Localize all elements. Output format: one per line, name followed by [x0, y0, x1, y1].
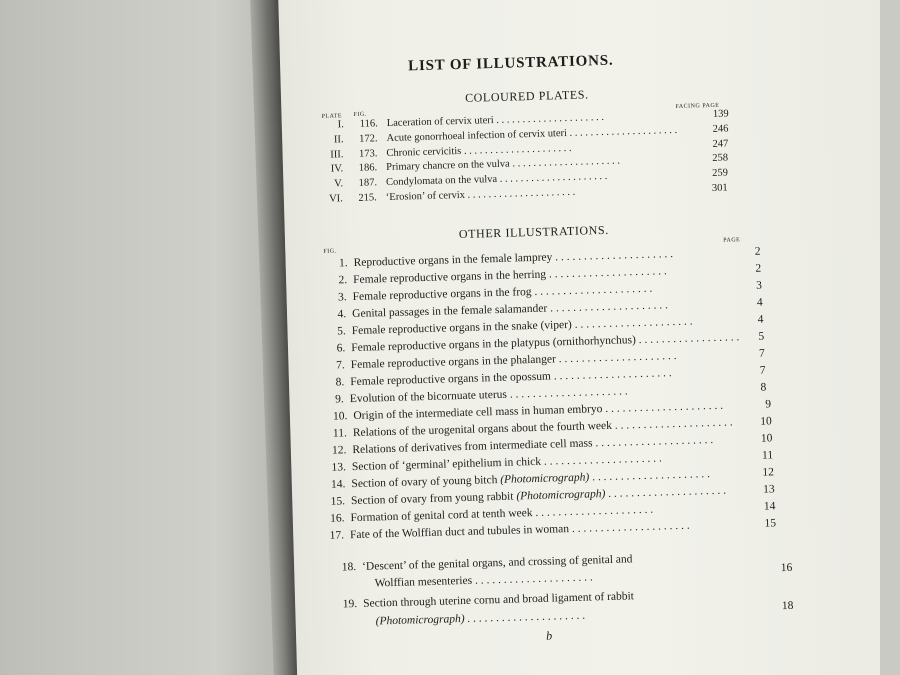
- page-title: LIST OF ILLUSTRATIONS.: [407, 52, 614, 75]
- plate-description: Acute gonorrhoeal infection of cervix uteri . .: [386, 124, 698, 144]
- facing-page: 247: [712, 138, 729, 150]
- item-text: Female reproductive organs in the frog . .: [353, 280, 741, 303]
- fig-number: 172.: [359, 133, 378, 145]
- plate-number: I.: [337, 119, 344, 131]
- item-number: 13.: [331, 461, 347, 474]
- item-page: 18: [781, 599, 794, 613]
- item-page: 8: [760, 381, 767, 394]
- item-page: 11: [761, 449, 774, 462]
- item-page: 16: [780, 561, 793, 575]
- page-edge: [880, 0, 900, 675]
- item-number: 19.: [342, 598, 358, 611]
- item-number: 8.: [335, 376, 345, 389]
- fig-number: 215.: [358, 192, 377, 204]
- facing-page: 301: [711, 182, 728, 194]
- item-number: 4.: [337, 308, 347, 321]
- item-text: Female reproductive organs in the platypus (ornithorhynchus) . .: [351, 331, 742, 354]
- item-text: Evolution of the bicornuate uterus . .: [350, 382, 745, 405]
- item-text: Female reproductive organs in the herring . .: [353, 263, 739, 286]
- book-page: [278, 0, 900, 675]
- item-page: 10: [760, 415, 772, 428]
- item-number: 16.: [329, 512, 345, 525]
- plate-description: Condylomata on the vulva . .: [386, 169, 698, 189]
- item-text: Section of ovary from young rabbit (Photomicrograph) . .: [351, 484, 753, 507]
- facing-page: 139: [712, 108, 729, 120]
- plate-description: Primary chancre on the vulva . .: [386, 154, 698, 174]
- item-page: 13: [762, 483, 775, 496]
- item-number: 11.: [332, 427, 348, 440]
- plate-number: V.: [334, 178, 344, 190]
- plate-number: IV.: [330, 163, 344, 175]
- item-text-line1: ‘Descent’ of the genital organs, and crossing of genital and: [361, 553, 633, 573]
- item-number: 3.: [337, 291, 347, 304]
- item-text: Female reproductive organs in the phalanger . .: [351, 348, 743, 371]
- item-page: 3: [756, 279, 763, 292]
- page-folio: b: [545, 628, 553, 643]
- coloured-plates-title: COLOURED PLATES.: [464, 87, 589, 105]
- item-text: Relations of derivatives from intermediate cell mass . .: [352, 433, 750, 456]
- plate-description: ‘Erosion’ of cervix . .: [386, 183, 698, 203]
- item-number: 10.: [332, 410, 348, 423]
- item-text: Formation of genital cord at tenth week . .: [350, 501, 753, 524]
- item-page: 7: [758, 347, 765, 360]
- item-text-line1: Section through uterine cornu and broad ligament of rabbit: [363, 590, 635, 610]
- list-item-19-page: [767, 600, 793, 617]
- col-fig-head: FIG.: [353, 111, 367, 118]
- item-text: Reproductive organs in the female lamprey . .: [353, 246, 738, 269]
- item-number: 6.: [336, 342, 346, 355]
- item-text: Section of ‘germinal’ epithelium in chick . .: [352, 450, 752, 473]
- plate-description: Chronic cervicitis . .: [386, 139, 698, 159]
- item-page: 2: [754, 245, 761, 258]
- other-illustrations-title: OTHER ILLUSTRATIONS.: [458, 222, 610, 242]
- item-page: 4: [756, 296, 763, 309]
- item-page: 14: [763, 500, 776, 513]
- col-fig-head-2: FIG.: [323, 248, 337, 255]
- plate-number: VI.: [328, 193, 344, 205]
- item-text: Origin of the intermediate cell mass in human embryo . .: [353, 399, 749, 422]
- facing-page: 259: [711, 167, 729, 180]
- item-page: 7: [759, 364, 766, 377]
- plate-number: II.: [333, 134, 344, 146]
- item-page: 5: [758, 330, 765, 343]
- item-number: 7.: [336, 359, 345, 372]
- item-number: 1.: [338, 257, 348, 270]
- fig-number: 116.: [359, 118, 378, 130]
- item-number: 12.: [331, 444, 347, 457]
- item-number: 15.: [330, 495, 346, 508]
- item-text-line2: (Photomicrograph) . .: [376, 605, 761, 628]
- item-number: 14.: [330, 478, 346, 491]
- item-page: 9: [765, 398, 772, 411]
- item-page: 4: [757, 313, 764, 326]
- item-text: Relations of the urogenital organs about the fourth week . .: [353, 416, 750, 439]
- plate-number: III.: [330, 148, 344, 161]
- plate-description: Laceration of cervix uteri . .: [387, 109, 699, 129]
- item-text: Female reproductive organs in the snake (viper) . .: [352, 314, 742, 337]
- item-page: 2: [755, 262, 762, 275]
- item-page: 12: [762, 466, 775, 479]
- item-page: 10: [760, 432, 773, 445]
- item-text: Fate of the Wolffian duct and tubules in woman . .: [350, 518, 754, 541]
- item-number: 5.: [336, 325, 346, 338]
- item-text: Section of ovary of young bitch (Photomicrograph) . .: [351, 467, 752, 490]
- item-text-line2: Wolffian mesenteries . .: [374, 567, 759, 590]
- item-text: Female reproductive organs in the opossum . .: [350, 365, 744, 388]
- item-number: 18.: [341, 561, 357, 574]
- list-item-18-page: [766, 562, 792, 579]
- item-number: 17.: [329, 529, 345, 542]
- item-number: 9.: [335, 393, 345, 406]
- col-plate-head: PLATE: [321, 113, 343, 120]
- item-page: 15: [764, 517, 777, 530]
- fig-number: 186.: [358, 162, 378, 175]
- item-text: Genital passages in the female salamander . .: [352, 297, 741, 320]
- col-page-head: PAGE: [723, 237, 741, 244]
- left-page: [0, 0, 280, 675]
- item-number: 2.: [338, 274, 348, 287]
- fig-number: 187.: [358, 177, 378, 190]
- col-facing-page-head: FACING PAGE: [675, 102, 720, 110]
- facing-page: 246: [712, 123, 729, 135]
- fig-number: 173.: [358, 147, 378, 160]
- facing-page: 258: [712, 152, 729, 165]
